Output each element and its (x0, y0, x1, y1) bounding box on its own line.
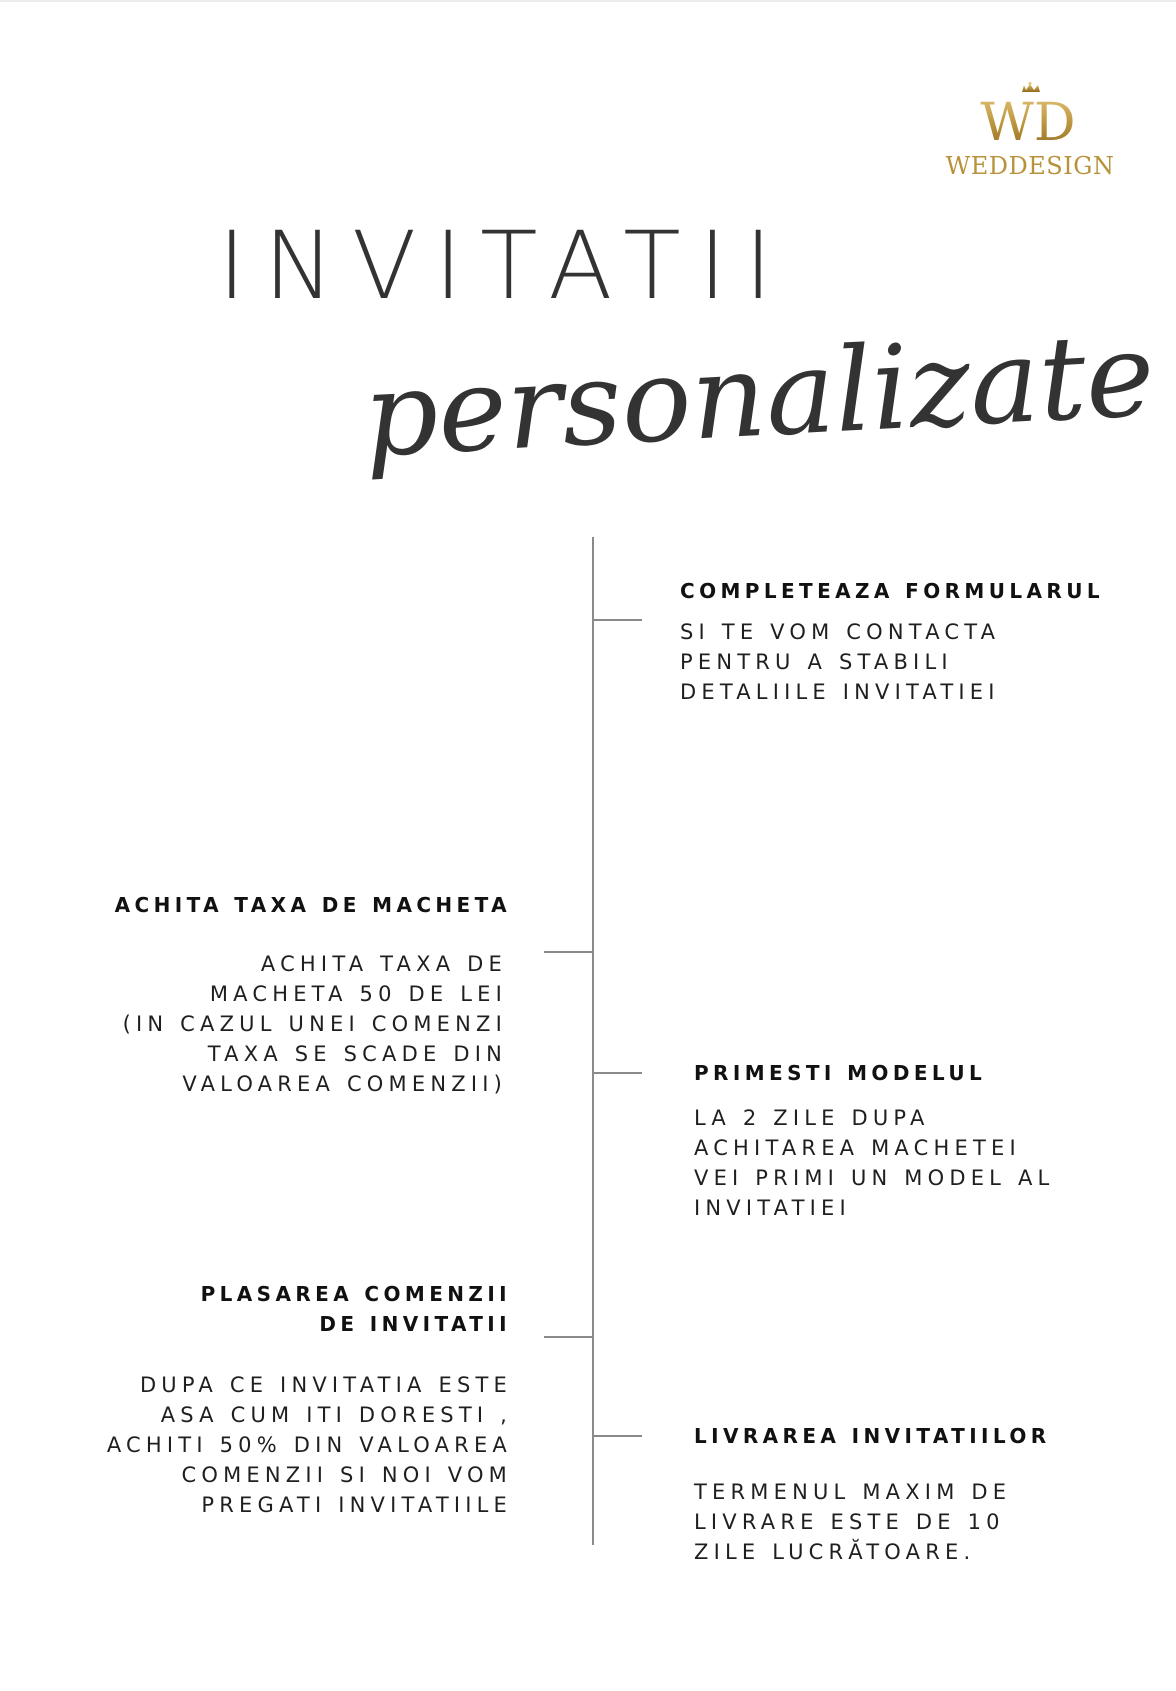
step-2-title (115, 890, 511, 920)
timeline-tick-1 (594, 619, 642, 621)
step-5-title (694, 1421, 1051, 1451)
step-2-text-line: (IN CAZUL UNEI COMENZI (122, 1012, 507, 1036)
step-4-text-line: PREGATI INVITATIILE (201, 1493, 512, 1517)
timeline-tick-4 (544, 1336, 592, 1338)
step-2-text-line: ACHITA TAXA DE (260, 952, 507, 976)
step-3-text-line: VEI PRIMI UN MODEL AL (694, 1166, 1055, 1190)
step-2-text-line: TAXA SE SCADE DIN (207, 1042, 507, 1066)
step-3-text-line: LA 2 ZILE DUPA (694, 1106, 930, 1130)
step-4-text-line: DUPA CE INVITATIA ESTE (139, 1373, 512, 1397)
step-4-title (201, 1279, 511, 1339)
step-2-title-line: ACHITA TAXA DE MACHETA (114, 893, 511, 917)
step-5-text (694, 1477, 1011, 1567)
step-4-text-line: ASA CUM ITI DORESTI , (160, 1403, 512, 1427)
timeline-tick-2 (544, 951, 592, 953)
step-1-text-line: PENTRU A STABILI (680, 650, 953, 674)
step-3-title-line: PRIMESTI MODELUL (694, 1061, 987, 1085)
step-4-title-line: PLASAREA COMENZII (200, 1282, 511, 1306)
timeline-tick-3 (594, 1072, 642, 1074)
step-5-title-line: LIVRAREA INVITATIILOR (694, 1424, 1051, 1448)
step-5-text-line: ZILE LUCRĂTOARE. (694, 1540, 976, 1564)
step-1-text-line: DETALIILE INVITATIEI (680, 680, 1000, 704)
timeline-line (592, 537, 594, 1545)
step-5-text-line: TERMENUL MAXIM DE (694, 1480, 1012, 1504)
step-3-text-line: INVITATIEI (694, 1196, 851, 1220)
timeline-tick-5 (594, 1435, 642, 1437)
page-title: INVITATII (218, 212, 791, 321)
step-1-text-line: SI TE VOM CONTACTA (680, 620, 1001, 644)
step-4-text-line: COMENZII SI NOI VOM (181, 1463, 512, 1487)
weddesign-logo (930, 82, 1130, 192)
step-2-text-line: MACHETA 50 DE LEI (209, 982, 507, 1006)
step-4-title-line: DE INVITATII (319, 1312, 511, 1336)
monogram-text: WD (980, 93, 1076, 153)
top-divider (0, 0, 1176, 2)
step-3-text (694, 1103, 1054, 1223)
crown-monogram-icon (970, 82, 1090, 152)
step-5-text-line: LIVRARE ESTE DE 10 (694, 1510, 1005, 1534)
step-2-text-line: VALOAREA COMENZII) (182, 1072, 507, 1096)
step-1-title-line: COMPLETEAZA FORMULARUL (680, 579, 1104, 603)
step-2-text (123, 949, 507, 1099)
brand-name: WEDDESIGN (945, 152, 1115, 180)
step-4-text-line: ACHITI 50% DIN VALOAREA (106, 1433, 512, 1457)
step-1-title (680, 576, 1104, 606)
step-1-text (680, 617, 1000, 707)
step-3-text-line: ACHITAREA MACHETEI (694, 1136, 1021, 1160)
step-3-title (694, 1058, 986, 1088)
step-4-text (107, 1370, 512, 1520)
script-subtitle-text: personalizate (360, 307, 1158, 484)
script-subtitle (345, 307, 1158, 530)
